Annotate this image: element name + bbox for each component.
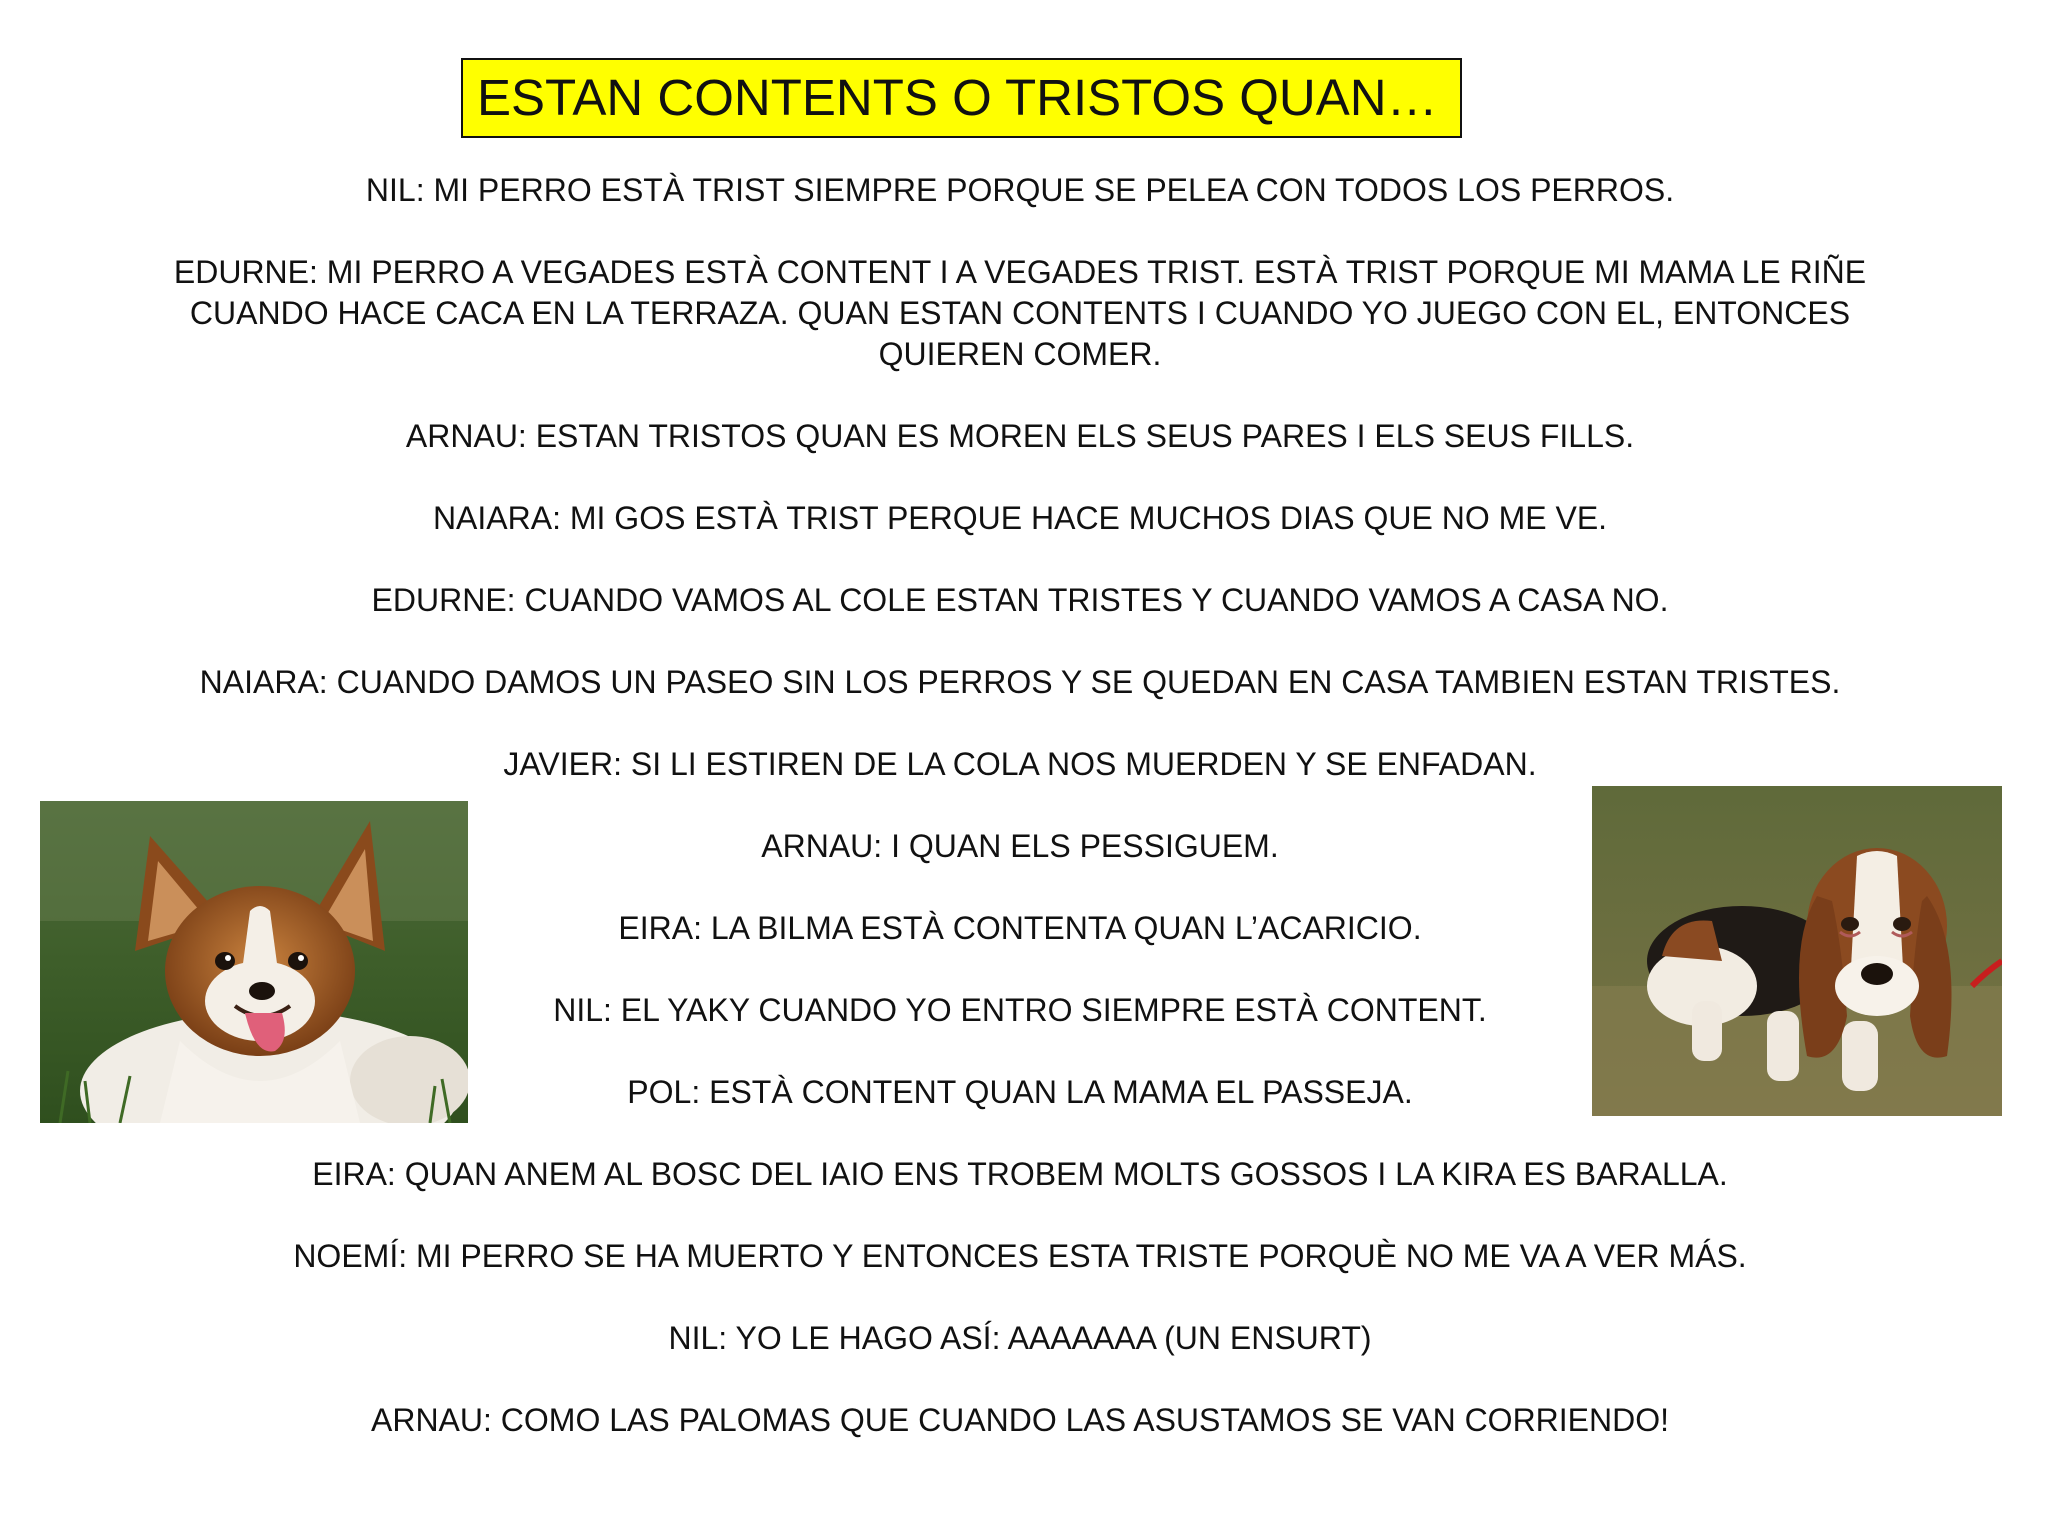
quote-line: ARNAU: ESTAN TRISTOS QUAN ES MOREN ELS SEUS PARES I ELS SEUS FILLS. bbox=[405, 418, 1635, 454]
quote-line: EIRA: LA BILMA ESTÀ CONTENTA QUAN L’ACARICIO. bbox=[618, 910, 1422, 946]
quote-line: ARNAU: COMO LAS PALOMAS QUE CUANDO LAS ASUSTAMOS SE VAN CORRIENDO! bbox=[370, 1402, 1670, 1438]
papillon-dog-photo bbox=[40, 801, 468, 1123]
quote-line: NIL: YO LE HAGO ASÍ: AAAAAAA (UN ENSURT) bbox=[668, 1320, 1372, 1356]
quote-line: ARNAU: I QUAN ELS PESSIGUEM. bbox=[761, 828, 1279, 864]
quote-line: JAVIER: SI LI ESTIREN DE LA COLA NOS MUERDEN Y SE ENFADAN. bbox=[503, 746, 1537, 782]
quote-line: NAIARA: MI GOS ESTÀ TRIST PERQUE HACE MUCHOS DIAS QUE NO ME VE. bbox=[432, 500, 1608, 536]
quote-line: CUANDO HACE CACA EN LA TERRAZA. QUAN ESTAN CONTENTS I CUANDO YO JUEGO CON EL, ENTONCES bbox=[189, 295, 1851, 331]
quote-line: NAIARA: CUANDO DAMOS UN PASEO SIN LOS PERROS Y SE QUEDAN EN CASA TAMBIEN ESTAN TRISTES. bbox=[199, 664, 1841, 700]
quote-line: NIL: EL YAKY CUANDO YO ENTRO SIEMPRE ESTÀ CONTENT. bbox=[553, 992, 1487, 1028]
quote-line: NIL: MI PERRO ESTÀ TRIST SIEMPRE PORQUE SE PELEA CON TODOS LOS PERROS. bbox=[365, 172, 1675, 208]
quote-line: QUIEREN COMER. bbox=[878, 336, 1162, 372]
quote-line: NOEMÍ: MI PERRO SE HA MUERTO Y ENTONCES ESTA TRISTE PORQUÈ NO ME VA A VER MÁS. bbox=[293, 1238, 1747, 1274]
quote-line: POL: ESTÀ CONTENT QUAN LA MAMA EL PASSEJA. bbox=[627, 1074, 1413, 1110]
slide-title: ESTAN CONTENTS O TRISTOS QUAN… bbox=[461, 58, 1462, 138]
quote-line: EDURNE: CUANDO VAMOS AL COLE ESTAN TRISTES Y CUANDO VAMOS A CASA NO. bbox=[371, 582, 1669, 618]
quote-line: EDURNE: MI PERRO A VEGADES ESTÀ CONTENT I A VEGADES TRIST. ESTÀ TRIST PORQUE MI MAMA LE RIÑE bbox=[173, 254, 1867, 290]
quote-line: EIRA: QUAN ANEM AL BOSC DEL IAIO ENS TROBEM MOLTS GOSSOS I LA KIRA ES BARALLA. bbox=[312, 1156, 1728, 1192]
basset-hound-photo bbox=[1592, 786, 2002, 1116]
